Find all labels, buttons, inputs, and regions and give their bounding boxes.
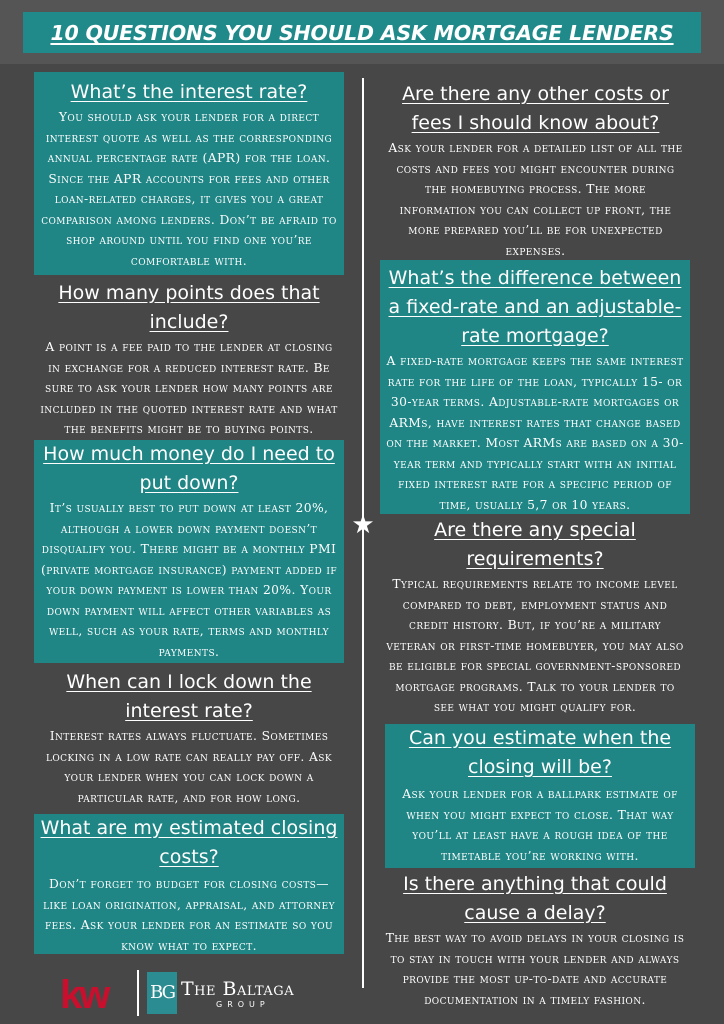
section-body: Ask your lender for a detailed list of all the costs and fees you might encounter during the homebuying process. The more information you can collect up front, the more prepared you’ll be for unexpected expenses.	[388, 141, 683, 258]
section-heading: When can I lock down the interest rate?	[66, 671, 312, 722]
section-heading: Are there any special requirements?	[434, 519, 636, 570]
baltaga-logo-mark: BG	[147, 972, 177, 1014]
section-body: The best way to avoid delays in your closing is to stay in touch with your lender and always provide the most up-to-date and accurate documentation in a timely fashion.	[385, 931, 685, 1007]
brand-subtitle: GROUP	[216, 1000, 270, 1009]
section-heading: What’s the difference between a fixed-rate and an adjustable-rate mortgage?	[388, 267, 682, 347]
kw-logo: kw	[60, 973, 108, 1017]
section-heading: Can you estimate when the closing will be?	[408, 727, 672, 778]
section-heading: Is there anything that could cause a delay?	[403, 873, 667, 924]
title-bar	[23, 12, 701, 53]
section-closing-estimate	[385, 724, 695, 868]
section-body: You should ask your lender for a direct interest quote as well as the corresponding annual percentage rate (APR) for the loan. Since the APR accounts for fees and other loan-related charges, it gives you a great comparison among lenders. Don’t be afraid to shop around until you find one you’re comfortable with.	[41, 110, 337, 268]
section-lock-rate	[34, 668, 344, 808]
section-closing-costs	[34, 814, 344, 954]
section-heading: What’s the interest rate?	[70, 81, 308, 103]
section-special-requirements	[380, 516, 690, 720]
section-body: Don’t forget to budget for closing costs—like loan origination, appraisal, and attorney fees. Ask your lender for an estimate so you know what to expect.	[43, 877, 335, 953]
section-fixed-vs-adjustable	[380, 260, 690, 514]
section-interest-rate	[34, 72, 344, 275]
section-delay	[380, 870, 690, 1010]
section-heading: How many points does that include?	[58, 282, 320, 333]
section-body: A fixed-rate mortgage keeps the same interest rate for the life of the loan, typically 15- or 30-year terms. Adjustable-rate mortgages or ARMs, have interest rates that change based on the market. Most ARMs are based on a 30-year term and typically start with an initial fixed interest rate for a specific period of time, usually 5,7 or 10 years.	[386, 354, 684, 512]
section-body: A point is a fee paid to the lender at closing in exchange for a reduced interest rate. Be sure to ask your lender how many points are included in the quoted interest rate and what the benefits might be to buying points.	[40, 340, 338, 436]
section-body: Interest rates always fluctuate. Sometimes locking in a low rate can really pay off. Ask your lender when you can lock down a particular rate, and for how long.	[46, 729, 332, 805]
logo-divider	[137, 970, 139, 1016]
section-heading: How much money do I need to put down?	[43, 443, 335, 494]
section-body: It’s usually best to put down at least 20%, although a lower down payment doesn’t disqualify you. There might be a monthly PMI (private mortgage insurance) payment added if your down payment is lower than 20%. Your down payment will affect other variables as well, such as your rate, terms and monthly payments.	[41, 501, 337, 659]
section-body: Ask your lender for a ballpark estimate of when you might expect to close. That way you’ll at least have a rough idea of the timetable you’re working with.	[402, 787, 678, 863]
page-title: 10 QUESTIONS YOU SHOULD ASK MORTGAGE LENDERS	[50, 20, 674, 45]
section-heading: Are there any other costs or fees I should know about?	[402, 83, 669, 134]
section-down-payment	[34, 440, 344, 663]
section-points	[34, 279, 344, 434]
header	[0, 0, 724, 64]
brand-name: The Baltaga	[181, 978, 295, 1000]
star-icon: ★	[351, 510, 375, 540]
section-heading: What are my estimated closing costs?	[40, 817, 338, 868]
section-body: Typical requirements relate to income level compared to debt, employment status and credit history. But, if you’re a military veteran or first-time homebuyer, you may also be eligible for special government-sponsored mortgage programs. Talk to your lender to see what you might qualify for.	[386, 577, 684, 714]
section-other-fees	[383, 80, 688, 258]
